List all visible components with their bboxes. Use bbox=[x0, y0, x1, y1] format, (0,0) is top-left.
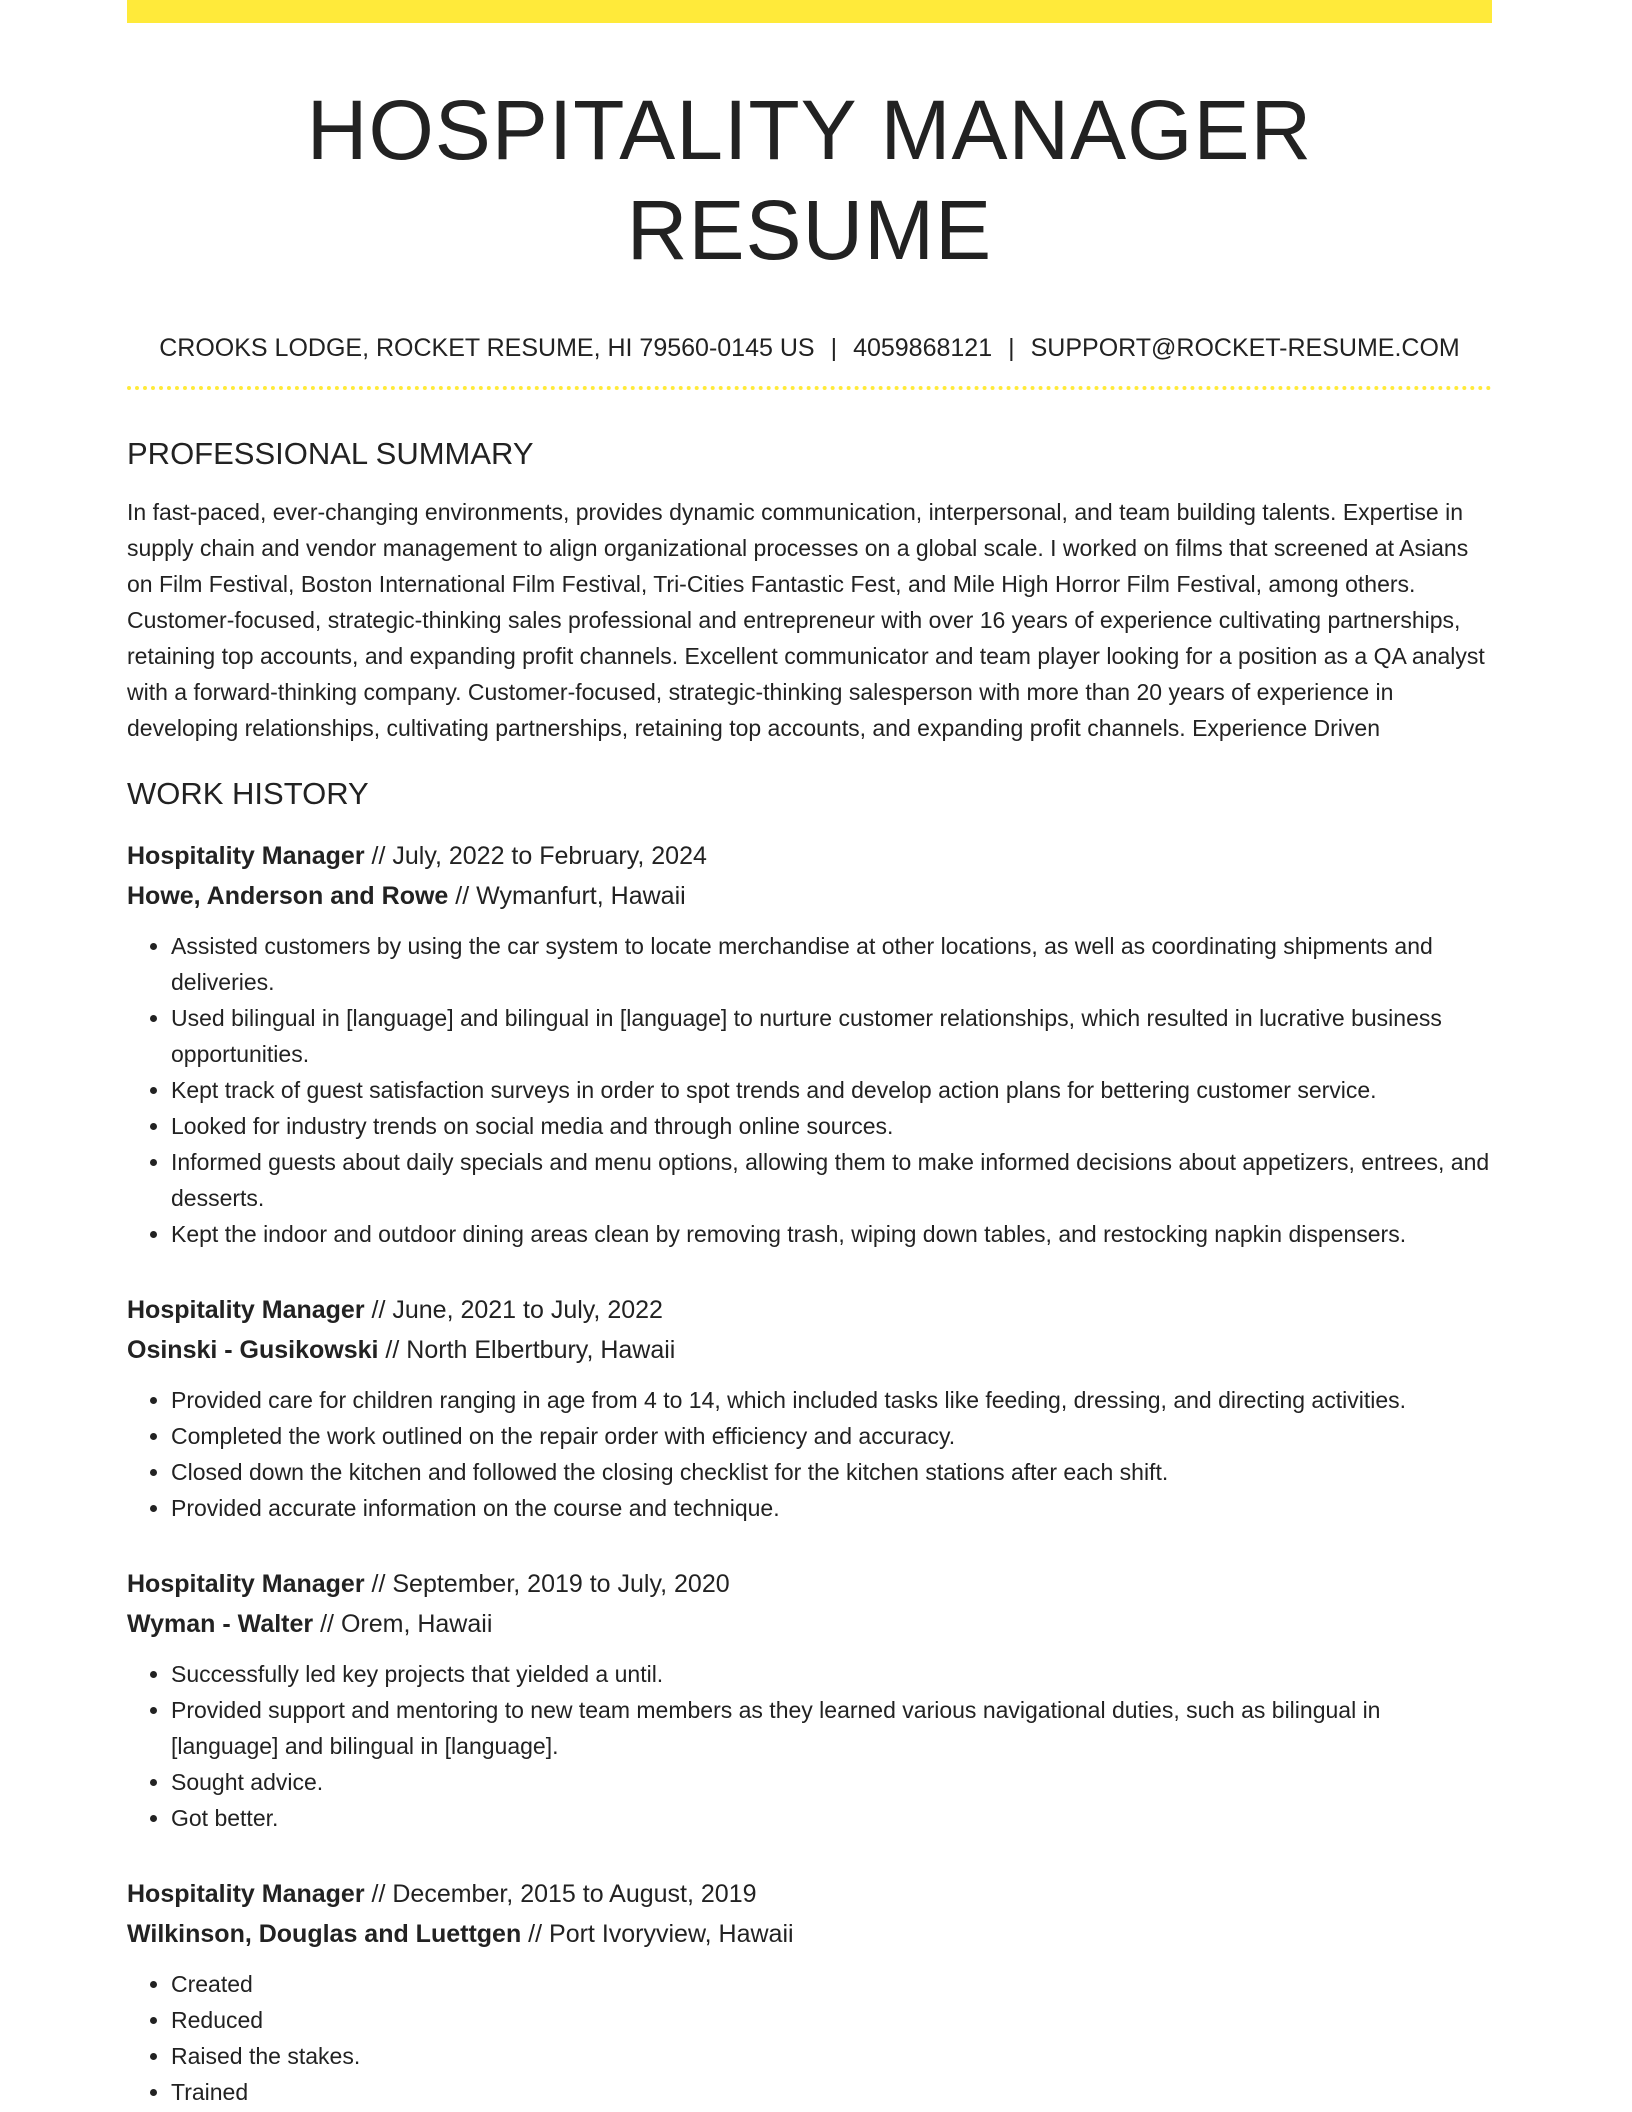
job-title: Hospitality Manager bbox=[127, 1296, 365, 1324]
contact-address: CROOKS LODGE, ROCKET RESUME, HI 79560-0145 US bbox=[159, 334, 815, 362]
job-company-line bbox=[127, 1914, 1492, 1954]
job-bullet: • Reduced bbox=[171, 2002, 1492, 2038]
job-bullet: • Got better. bbox=[171, 1800, 1492, 1836]
summary-heading: PROFESSIONAL SUMMARY bbox=[127, 436, 534, 471]
job-title: Hospitality Manager bbox=[127, 1880, 365, 1908]
job-bullet-list bbox=[127, 1966, 1492, 2110]
contact-email: SUPPORT@ROCKET-RESUME.COM bbox=[1030, 334, 1460, 362]
job-title-line bbox=[127, 836, 1492, 876]
job-dates: December, 2015 to August, 2019 bbox=[392, 1880, 757, 1908]
job-company: Wyman - Walter bbox=[127, 1610, 314, 1638]
job-entry bbox=[127, 1290, 1492, 1526]
job-company-line bbox=[127, 876, 1492, 916]
field-separator: // bbox=[448, 882, 477, 910]
job-bullet: • Provided accurate information on the course and technique. bbox=[171, 1490, 1492, 1526]
job-company-line bbox=[127, 1330, 1492, 1370]
job-bullet-list bbox=[127, 1656, 1492, 1836]
job-title: Hospitality Manager bbox=[127, 1570, 365, 1598]
field-separator: // bbox=[378, 1336, 407, 1364]
job-entry bbox=[127, 836, 1492, 1252]
job-company: Osinski - Gusikowski bbox=[127, 1336, 379, 1364]
job-bullet: • Kept the indoor and outdoor dining areas clean by removing trash, wiping down tables, and restocking napkin dispensers. bbox=[171, 1216, 1492, 1252]
job-bullet: • Used bilingual in [language] and bilingual in [language] to nurture customer relationships, which resulted in lucrative business opportunities. bbox=[171, 1000, 1492, 1072]
job-bullet: • Looked for industry trends on social media and through online sources. bbox=[171, 1108, 1492, 1144]
resume-title: HOSPITALITY MANAGER RESUME bbox=[306, 83, 1313, 277]
job-location: Orem, Hawaii bbox=[340, 1610, 493, 1638]
job-bullet: • Successfully led key projects that yielded a until. bbox=[171, 1656, 1492, 1692]
job-bullet: • Sought advice. bbox=[171, 1764, 1492, 1800]
job-bullet: • Completed the work outlined on the repair order with efficiency and accuracy. bbox=[171, 1418, 1492, 1454]
field-separator: // bbox=[313, 1610, 341, 1638]
job-title: Hospitality Manager bbox=[127, 842, 365, 870]
job-bullet-list bbox=[127, 1382, 1492, 1526]
job-company: Howe, Anderson and Rowe bbox=[127, 882, 449, 910]
resume-content bbox=[127, 0, 1492, 2110]
job-bullet: • Trained bbox=[171, 2074, 1492, 2110]
work-history-heading: WORK HISTORY bbox=[127, 776, 369, 811]
job-title-line bbox=[127, 1290, 1492, 1330]
summary-text: In fast-paced, ever-changing environments, provides dynamic communication, interpersonal, and team building talents. Expertise in supply chain and vendor management to align organizational processes on a global scale. I worked on films that screened at Asians on Film Festival, Boston International Film Festival, Tri-Cities Fantastic Fest, and Mile High Horror Film Festival, among others. Customer-focused, strategic-thinking sales professional and entrepreneur with over 16 years of experience cultivating partnerships, retaining top accounts, and expanding profit channels. Excellent communicator and team player looking for a position as a QA analyst with a forward-thinking company. Customer-focused, strategic-thinking salesperson with more than 20 years of experience in developing relationships, cultivating partnerships, retaining top accounts, and expanding profit channels. Experience Driven bbox=[127, 499, 1485, 741]
job-title-line bbox=[127, 1874, 1492, 1914]
job-location: North Elbertbury, Hawaii bbox=[406, 1336, 676, 1364]
job-entry bbox=[127, 1874, 1492, 2110]
job-bullet: • Assisted customers by using the car system to locate merchandise at other locations, as well as coordinating shipments and deliveries. bbox=[171, 928, 1492, 1000]
field-separator: // bbox=[364, 1296, 393, 1324]
work-history-list bbox=[127, 836, 1492, 2110]
dotted-divider bbox=[127, 386, 1492, 390]
job-bullet: • Closed down the kitchen and followed the closing checklist for the kitchen stations after each shift. bbox=[171, 1454, 1492, 1490]
field-separator: // bbox=[364, 1570, 393, 1598]
job-company-line bbox=[127, 1604, 1492, 1644]
field-separator: // bbox=[364, 1880, 393, 1908]
job-dates: July, 2022 to February, 2024 bbox=[392, 842, 707, 870]
job-company: Wilkinson, Douglas and Luettgen bbox=[127, 1920, 522, 1948]
contact-separator: | bbox=[1008, 334, 1015, 362]
field-separator: // bbox=[364, 842, 393, 870]
job-bullet: • Raised the stakes. bbox=[171, 2038, 1492, 2074]
job-bullet: • Informed guests about daily specials and menu options, allowing them to make informed decisions about appetizers, entrees, and desserts. bbox=[171, 1144, 1492, 1216]
contact-phone: 4059868121 bbox=[853, 334, 993, 362]
job-bullet: • Created bbox=[171, 1966, 1492, 2002]
job-bullet: • Provided support and mentoring to new team members as they learned various navigational duties, such as bilingual in [language] and bilingual in [language]. bbox=[171, 1692, 1492, 1764]
job-bullet: • Provided care for children ranging in age from 4 to 14, which included tasks like feeding, dressing, and directing activities. bbox=[171, 1382, 1492, 1418]
job-dates: September, 2019 to July, 2020 bbox=[392, 1570, 730, 1598]
contact-line bbox=[127, 332, 1492, 364]
job-bullet: • Kept track of guest satisfaction surveys in order to spot trends and develop action plans for bettering customer service. bbox=[171, 1072, 1492, 1108]
field-separator: // bbox=[521, 1920, 550, 1948]
job-location: Wymanfurt, Hawaii bbox=[476, 882, 686, 910]
job-entry bbox=[127, 1564, 1492, 1836]
job-dates: June, 2021 to July, 2022 bbox=[392, 1296, 663, 1324]
job-title-line bbox=[127, 1564, 1492, 1604]
job-bullet-list bbox=[127, 928, 1492, 1252]
job-location: Port Ivoryview, Hawaii bbox=[549, 1920, 794, 1948]
contact-separator: | bbox=[830, 334, 838, 362]
